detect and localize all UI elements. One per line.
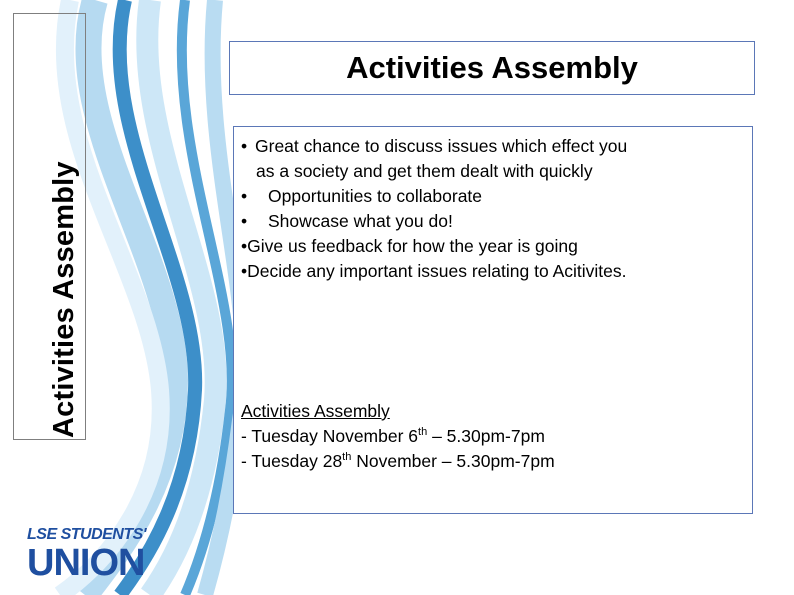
date-time: – 5.30pm-7pm: [427, 426, 545, 446]
bullet-item: [241, 209, 746, 234]
bullet-item: [241, 184, 746, 209]
date-text: - Tuesday November 6: [241, 426, 419, 446]
bullet-dot: •: [241, 211, 248, 231]
lse-students-union-logo: [27, 527, 146, 583]
bullet-item: [241, 134, 746, 184]
content-box: [233, 126, 753, 514]
title-box: [229, 41, 755, 95]
bullet-text: Give us feedback for how the year is going: [247, 236, 578, 256]
logo-bottom-text: UNION: [27, 542, 145, 584]
date-time: November – 5.30pm-7pm: [351, 451, 555, 471]
bullet-continued-text: as a society and get them dealt with quickly: [256, 161, 593, 181]
bullet-list: [241, 134, 746, 284]
logo-top-text: LSE STUDENTS': [27, 526, 147, 543]
bullet-text: Great chance to discuss issues which effect you: [255, 136, 628, 156]
bullet-dot: •: [241, 236, 248, 256]
date-ordinal: th: [342, 451, 352, 463]
bullet-dot: •: [241, 136, 248, 156]
bullet-item: [241, 234, 746, 259]
bullet-dot: •: [241, 261, 248, 281]
bullet-text: Decide any important issues relating to Acitivites.: [247, 261, 627, 281]
page-title: Activities Assembly: [346, 50, 638, 85]
assembly-date: [241, 449, 555, 474]
bullet-text: Opportunities to collaborate: [268, 186, 483, 206]
bullet-dot: •: [241, 186, 248, 206]
assembly-schedule: [241, 399, 555, 474]
date-ordinal: th: [418, 426, 428, 438]
assembly-date: [241, 424, 555, 449]
date-text: - Tuesday 28: [241, 451, 343, 471]
bullet-text: Showcase what you do!: [268, 211, 453, 231]
bullet-item: [241, 259, 746, 284]
side-title: Activities Assembly: [48, 161, 80, 438]
assembly-heading: Activities Assembly: [241, 401, 390, 421]
